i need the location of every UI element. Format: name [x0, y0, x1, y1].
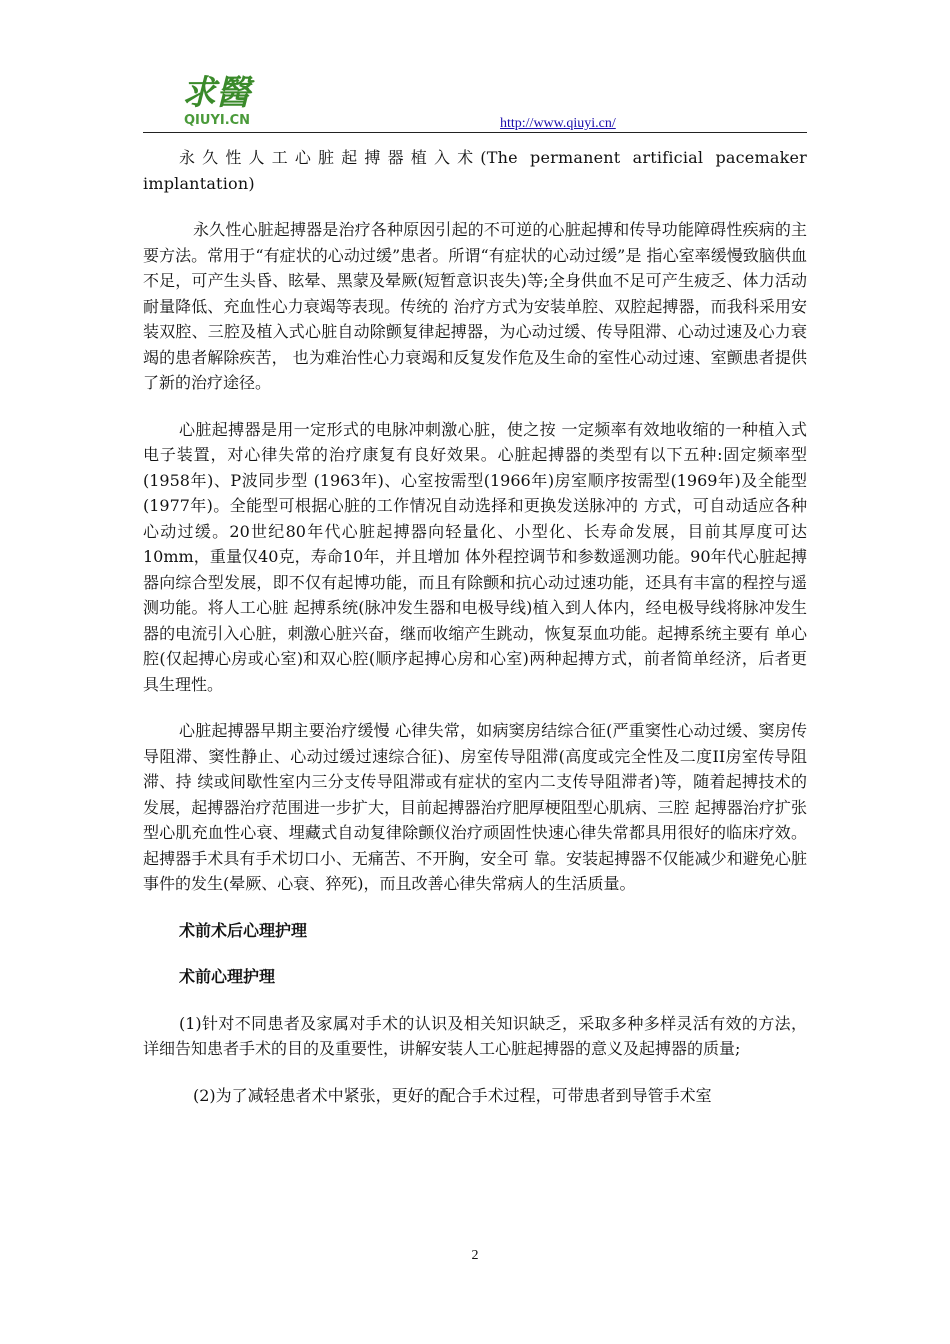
page-number: 2: [471, 1248, 479, 1263]
logo-subtext: QIUYI.CN: [184, 113, 251, 128]
paragraph-1: 永久性心脏起搏器是治疗各种原因引起的不可逆的心脏起搏和传导功能障碍性疾病的主要方法。常用于“有症状的心动过缓”患者。所谓“有症状的心动过缓”是 指心室率缓慢致脑供血不足，可产生头昏、眩晕、黑蒙及晕厥(短暂意识丧失)等;全身供血不足可产生疲乏、体力活动耐量降低、充血性心力衰竭等表现。传统的 治疗方式为安装单腔、双腔起搏器，而我科采用安装双腔、三腔及植入式心脏自动除颤复律起搏器，为心动过缓、传导阻滞、心动过速及心力衰竭的患者解除疾苦， 也为难治性心力衰竭和反复发作危及生命的室性心动过速、室颤患者提供了新的治疗途径。: [143, 220, 807, 392]
subsection-heading-preop: 术前心理护理: [179, 967, 276, 986]
article-body: [143, 145, 807, 1108]
qiuyi-logo: [180, 64, 290, 134]
logo-graphic: [180, 64, 290, 134]
list-item: (2)为了减轻患者术中紧张，更好的配合手术过程，可带患者到导管手术室: [193, 1085, 712, 1105]
list-item: (1)针对不同患者及家属对手术的认识及相关知识缺乏，采取多种多样灵活有效的方法，详细告知患者手术的目的及重要性，讲解安装人工心脏起搏器的意义及起搏器的质量;: [143, 1013, 807, 1058]
paragraph-3: 心脏起搏器早期主要治疗缓慢 心律失常，如病窦房结综合征(严重窦性心动过缓、窦房传导阻滞、窦性静止、心动过缓过速综合征)、房室传导阻滞(高度或完全性及二度II房室传导阻滞、持 续或间歇性室内三分支传导阻滞或有症状的室内二支传导阻滞者)等，随着起搏技术的发展，起搏器治疗范围进一步扩大，目前起搏器治疗肥厚梗阻型心肌病、三腔 起搏器治疗扩张型心肌充血性心衰、埋藏式自动复律除颤仪治疗顽固性快速心律失常都具用很好的临床疗效。起搏器手术具有手术切口小、无痛苦、不开胸，安全可 靠。安装起搏器不仅能减少和避免心脏事件的发生(晕厥、心衰、猝死)，而且改善心律失常病人的生活质量。: [143, 721, 807, 893]
site-url-link[interactable]: http://www.qiuyi.cn/: [500, 116, 616, 131]
logo-text: 求醫: [182, 73, 250, 113]
header-divider: [143, 132, 807, 133]
section-heading-psych-care: 术前术后心理护理: [179, 920, 308, 940]
paragraph-2: 心脏起搏器是用一定形式的电脉冲刺激心脏，使之按 一定频率有效地收缩的一种植入式电子装置，对心律失常的治疗康复有良好效果。心脏起搏器的类型有以下五种:固定频率型(1958年)、P波同步型 (1963年)、心室按需型(1966年)房室顺序按需型(1969年)及全能型(1977年)。全能型可根据心脏的工作情况自动选择和更换发送脉冲的 方式，可自动适应各种心动过缓。20世纪80年代心脏起搏器向轻量化、小型化、长寿命发展，目前其厚度可达10mm，重量仅40克，寿命10年，并且增加 体外程控调节和参数遥测功能。90年代心脏起搏器向综合型发展，即不仅有起博功能，而且有除颤和抗心动过速功能，还具有丰富的程控与遥测功能。将人工心脏 起搏系统(脉冲发生器和电极导线)植入到人体内，经电极导线将脉冲发生器的电流引入心脏，刺激心脏兴奋，继而收缩产生跳动，恢复泵血功能。起搏系统主要有 单心腔(仅起搏心房或心室)和双心腔(顺序起搏心房和心室)两种起搏方式，前者简单经济，后者更具生理性。: [143, 419, 807, 694]
article-title: 永久性人工心脏起搏器植入术(The permanent artificial pacemaker implantation): [143, 148, 807, 193]
